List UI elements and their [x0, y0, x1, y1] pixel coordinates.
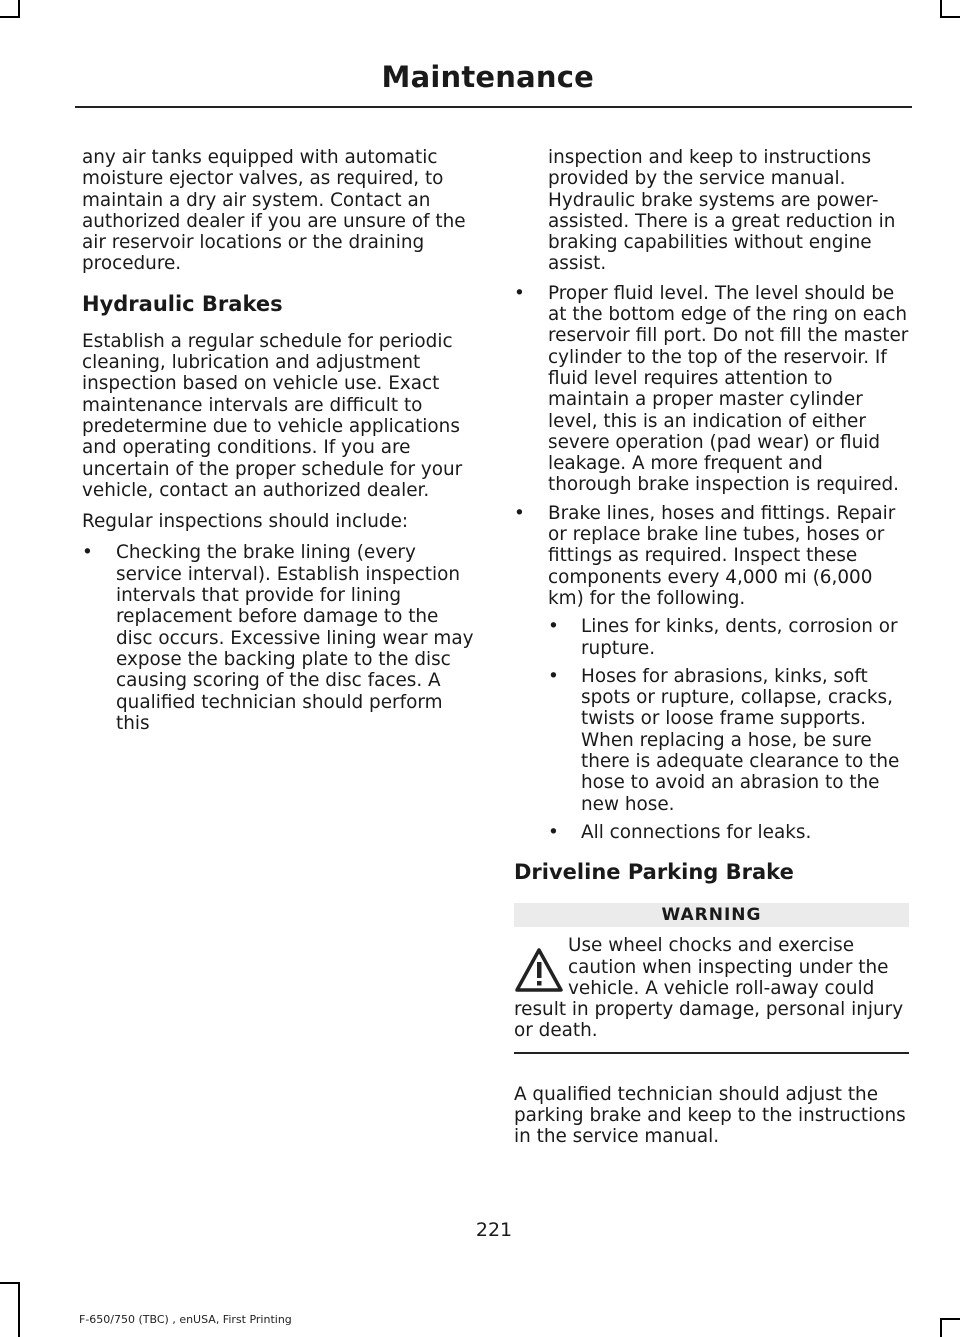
- inspection-list: [82, 542, 477, 734]
- section-title: Maintenance: [381, 60, 594, 94]
- crop-mark: [940, 1318, 960, 1320]
- list-item: • Proper fluid level. The level should be at the bottom edge of the ring on each reservoir fill port. Do not fill the master cylinder to the top of the reservoir. If fluid level requires attention to maintain a proper master cylinder level, this is an indication of either severe operation (pad wear) or fluid leakage. A more frequent and thorough brake inspection is required.: [514, 283, 909, 496]
- inspections-intro: Regular inspections should include:: [82, 511, 409, 533]
- warning-text-content: Use wheel chocks and exercise caution when inspecting under the vehicle. A vehicle roll-away could result in property damage, personal injury or death.: [514, 935, 904, 1042]
- header-divider: [75, 106, 912, 108]
- final-paragraph: A qualified technician should adjust the parking brake and keep to the instructions in the service manual.: [514, 1083, 906, 1148]
- list-item: • Brake lines, hoses and fittings. Repair or replace brake line tubes, hoses or fittings as required. Inspect these components every 4,000 mi (6,000 km) for the following.: [514, 503, 909, 609]
- left-column: [82, 147, 477, 741]
- driveline-parking-brake-heading: Driveline Parking Brake: [514, 860, 794, 885]
- crop-mark: [940, 16, 960, 18]
- sub-list-item: • All connections for leaks.: [514, 822, 909, 843]
- continued-text: inspection and keep to instructions provided by the service manual. Hydraulic brake systems are power-assisted. There is a great reduction in braking capabilities without engine assist.: [548, 147, 896, 275]
- crop-mark: [0, 1282, 20, 1284]
- crop-mark: [0, 16, 20, 18]
- page-number: 221: [475, 1219, 513, 1241]
- inspection-list-continued: [514, 283, 909, 843]
- sub-list-item: • Hoses for abrasions, kinks, soft spots or rupture, collapse, cracks, twists or loose frame supports. When replacing a hose, be sure there is adequate clearance to the hose to avoid an abrasion to the new hose.: [514, 666, 909, 815]
- footer-text: F-650/750 (TBC) , enUSA, First Printing: [79, 1313, 292, 1326]
- intro-paragraph: any air tanks equipped with automatic moisture ejector valves, as required, to maintain a dry air system. Contact an authorized dealer if you are unsure of the air reservoir locations or the draining procedure.: [82, 147, 466, 275]
- right-column: [514, 147, 909, 1158]
- warning-label: WARNING: [514, 903, 909, 927]
- warning-body: [514, 935, 909, 1041]
- warning-divider: [514, 1052, 909, 1054]
- crop-mark: [18, 1282, 20, 1337]
- crop-mark: [940, 1318, 942, 1337]
- crop-mark: [940, 0, 942, 18]
- warning-triangle-icon: [514, 947, 564, 993]
- hydraulic-brakes-heading: Hydraulic Brakes: [82, 291, 283, 316]
- warning-text: [514, 935, 909, 1041]
- crop-mark: [18, 0, 20, 18]
- hydraulic-paragraph: Establish a regular schedule for periodic cleaning, lubrication and adjustment inspection based on vehicle use. Exact maintenance intervals are difficult to predetermine due to vehicle applications and operating conditions. If you are uncertain of the proper schedule for your vehicle, contact an authorized dealer.: [82, 330, 463, 501]
- sub-list-item: • Lines for kinks, dents, corrosion or rupture.: [514, 616, 909, 659]
- warning-box: [514, 903, 909, 1053]
- list-item: • Checking the brake lining (every service interval). Establish inspection intervals that provide for lining replacement before damage to the disc occurs. Excessive lining wear may expose the backing plate to the disc causing scoring of the disc faces. A qualified technician should perform this: [82, 542, 477, 734]
